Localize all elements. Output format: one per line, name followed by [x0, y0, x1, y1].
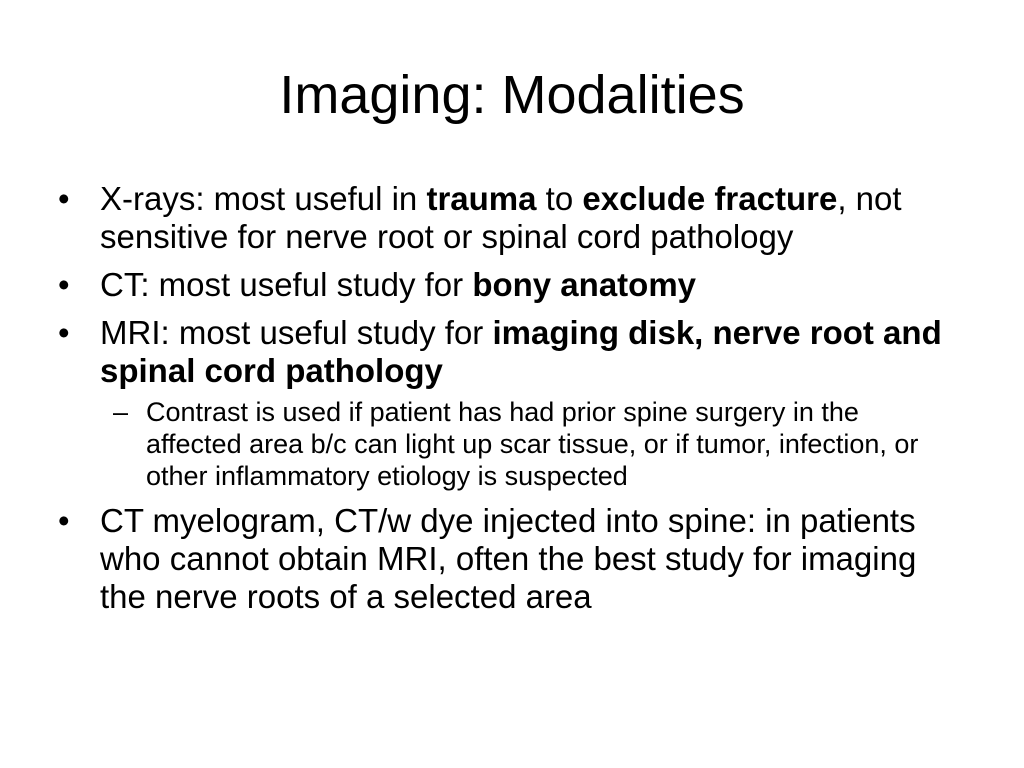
bullet-list [58, 180, 958, 626]
bullet-marker: • [58, 502, 70, 539]
bullet-text: CT myelogram, CT/w dye injected into spine: in patients who cannot obtain MRI, often the best study for imaging the nerve roots of a selected area [100, 502, 917, 615]
sub-bullet-marker: – [113, 397, 129, 427]
bullet-text: X-rays: most useful in trauma to exclude fracture, not sensitive for nerve root or spinal cord pathology [100, 180, 902, 255]
bullet-marker: • [58, 180, 70, 217]
bullet-text: MRI: most useful study for imaging disk, nerve root and spinal cord pathology [100, 314, 942, 389]
sub-bullet-text: Contrast is used if patient has had prior spine surgery in the affected area b/c can light up scar tissue, or if tumor, infection, or other inflammatory etiology is suspected [146, 397, 919, 491]
bullet-marker: • [58, 266, 70, 303]
bullet-text: CT: most useful study for bony anatomy [100, 266, 697, 303]
bullet-ct [58, 266, 958, 304]
bullet-mri [58, 314, 958, 390]
bullet-marker: • [58, 314, 70, 351]
sub-bullet-contrast [58, 396, 958, 492]
bullet-xrays [58, 180, 958, 256]
bullet-ct-myelogram [58, 502, 958, 616]
slide-title: Imaging: Modalities [279, 65, 745, 125]
